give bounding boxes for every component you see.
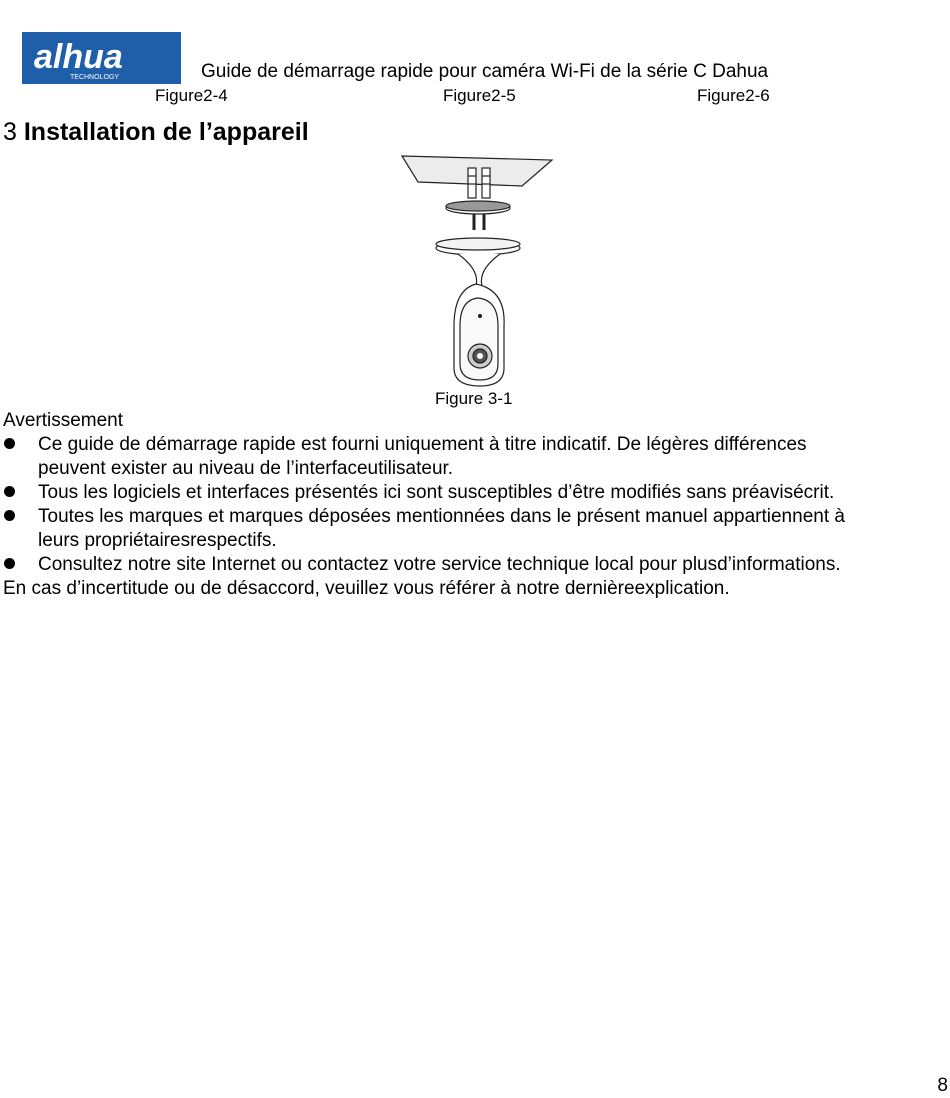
bullet-marker — [4, 438, 15, 449]
logo-subtext: TECHNOLOGY — [70, 74, 120, 81]
warning-bullet-1-line-1: Ce guide de démarrage rapide est fourni uniquement à titre indicatif. De légères différences — [38, 434, 807, 455]
figure-caption-3-1: Figure 3-1 — [435, 389, 513, 408]
logo-wordmark: alhua — [34, 38, 123, 76]
bullet-marker — [4, 510, 15, 521]
bullet-marker — [4, 558, 15, 569]
dahua-logo — [22, 32, 181, 84]
warning-bullet-2: Tous les logiciels et interfaces présentés ici sont susceptibles d’être modifiés sans préavisécrit. — [38, 482, 835, 503]
section-title: Installation de l’appareil — [23, 118, 309, 146]
figure-caption-2-6: Figure2-6 — [697, 86, 770, 105]
document-header-title: Guide de démarrage rapide pour caméra Wi-Fi de la série C Dahua — [201, 61, 769, 82]
page-number: 8 — [937, 1075, 948, 1096]
section-heading — [3, 118, 309, 147]
figure-caption-2-4: Figure2-4 — [155, 86, 228, 105]
warning-bullet-4: Consultez notre site Internet ou contactez votre service technique local pour plusd’informations. — [38, 554, 841, 575]
warning-bullet-3-line-1: Toutes les marques et marques déposées mentionnées dans le présent manuel appartiennent à — [38, 506, 845, 527]
warning-closing-text: En cas d’incertitude ou de désaccord, veuillez vous référer à notre dernièreexplication. — [3, 578, 730, 599]
bullet-marker — [4, 486, 15, 497]
section-number: 3 — [3, 118, 17, 146]
figure-caption-2-5: Figure2-5 — [443, 86, 516, 105]
installation-illustration — [398, 150, 560, 388]
warning-heading: Avertissement — [3, 410, 124, 431]
warning-bullet-3-line-2: leurs propriétairesrespectifs. — [38, 530, 277, 551]
warning-bullet-1-line-2: peuvent exister au niveau de l’interfaceutilisateur. — [38, 458, 454, 479]
